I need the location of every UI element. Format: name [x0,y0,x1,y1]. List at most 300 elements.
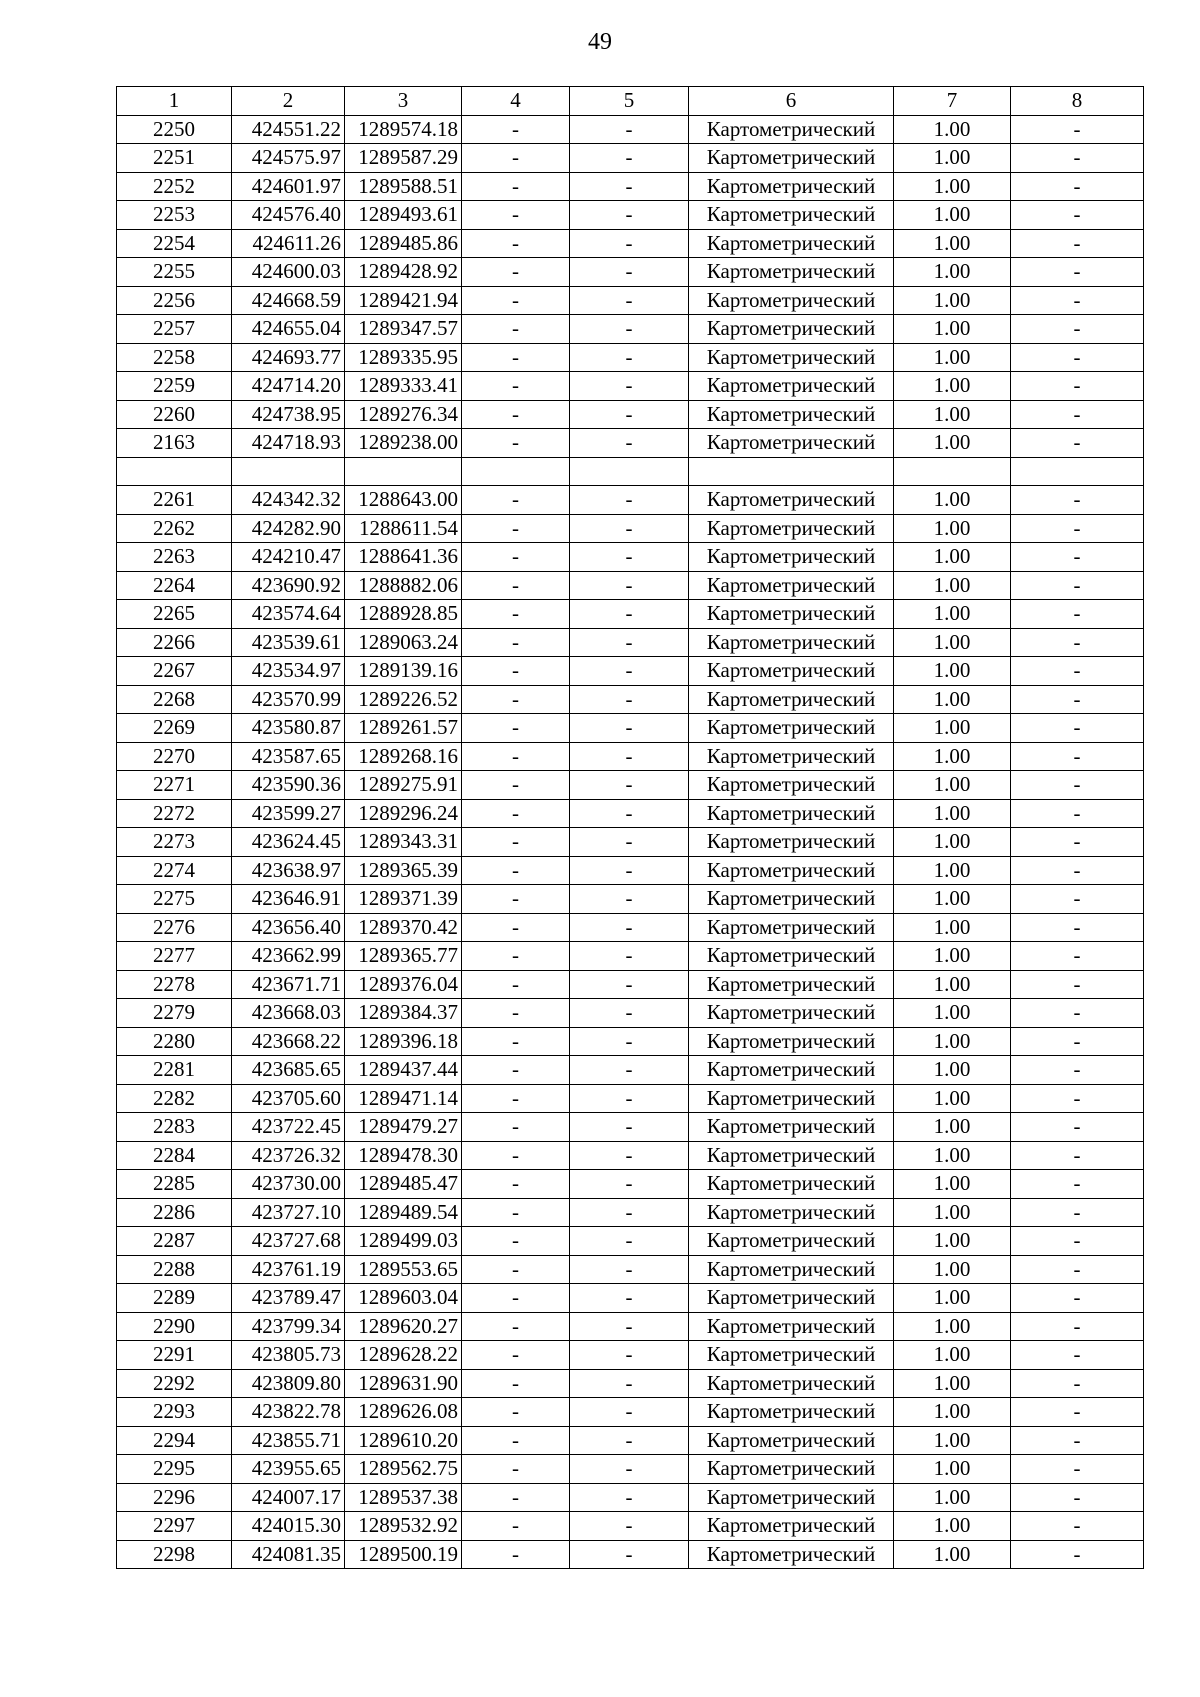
col-4-cell: - [462,1341,570,1370]
coord-y-cell: 1289226.52 [345,685,462,714]
col-8-cell: - [1011,343,1144,372]
accuracy-cell [894,457,1011,486]
col-8-cell: - [1011,1369,1144,1398]
coord-y-cell: 1289261.57 [345,714,462,743]
point-number-cell: 2290 [117,1312,232,1341]
coordinates-table [116,86,1144,1569]
col-5-cell: - [570,1512,689,1541]
coord-x-cell: 423726.32 [232,1141,345,1170]
point-number-cell: 2257 [117,315,232,344]
col-8-cell: - [1011,1027,1144,1056]
table-row [117,714,1144,743]
coord-x-cell: 423570.99 [232,685,345,714]
coord-x-cell: 424342.32 [232,486,345,515]
coord-y-cell: 1289396.18 [345,1027,462,1056]
col-4-cell: - [462,999,570,1028]
col-8-cell: - [1011,144,1144,173]
accuracy-cell: 1.00 [894,514,1011,543]
col-4-cell: - [462,1398,570,1427]
col-8-cell: - [1011,1426,1144,1455]
point-number-cell: 2256 [117,286,232,315]
table-row [117,1141,1144,1170]
col-4-cell: - [462,571,570,600]
table-row [117,685,1144,714]
method-cell: Картометрический [689,1483,894,1512]
accuracy-cell: 1.00 [894,1056,1011,1085]
accuracy-cell: 1.00 [894,970,1011,999]
coord-y-cell: 1289574.18 [345,115,462,144]
col-5-cell: - [570,543,689,572]
coord-y-cell: 1289276.34 [345,400,462,429]
coord-x-cell: 424007.17 [232,1483,345,1512]
col-4-cell: - [462,1455,570,1484]
accuracy-cell: 1.00 [894,571,1011,600]
accuracy-cell: 1.00 [894,1284,1011,1313]
coord-x-cell: 423730.00 [232,1170,345,1199]
coord-y-cell: 1288641.36 [345,543,462,572]
point-number-cell: 2293 [117,1398,232,1427]
accuracy-cell: 1.00 [894,1312,1011,1341]
table-row [117,657,1144,686]
coord-x-cell: 423539.61 [232,628,345,657]
point-number-cell: 2272 [117,799,232,828]
method-cell: Картометрический [689,343,894,372]
col-5-cell: - [570,771,689,800]
table-row [117,913,1144,942]
column-header: 2 [232,87,345,116]
method-cell: Картометрический [689,685,894,714]
coord-x-cell [232,457,345,486]
column-header: 5 [570,87,689,116]
method-cell: Картометрический [689,1170,894,1199]
col-5-cell: - [570,286,689,315]
col-5-cell: - [570,1198,689,1227]
coord-y-cell: 1289493.61 [345,201,462,230]
method-cell: Картометрический [689,942,894,971]
col-4-cell: - [462,258,570,287]
point-number-cell [117,457,232,486]
table-row [117,799,1144,828]
table-row [117,1540,1144,1569]
coord-y-cell: 1289489.54 [345,1198,462,1227]
coord-y-cell: 1289631.90 [345,1369,462,1398]
col-8-cell: - [1011,286,1144,315]
col-8-cell: - [1011,514,1144,543]
col-8-cell: - [1011,1398,1144,1427]
col-4-cell: - [462,372,570,401]
table-row [117,1369,1144,1398]
accuracy-cell: 1.00 [894,1027,1011,1056]
coord-y-cell: 1289485.47 [345,1170,462,1199]
col-5-cell: - [570,1113,689,1142]
column-header: 4 [462,87,570,116]
coord-y-cell: 1289333.41 [345,372,462,401]
coord-y-cell: 1289500.19 [345,1540,462,1569]
accuracy-cell: 1.00 [894,1227,1011,1256]
method-cell: Картометрический [689,628,894,657]
col-4-cell: - [462,1483,570,1512]
coord-y-cell: 1289343.31 [345,828,462,857]
col-8-cell: - [1011,1113,1144,1142]
coord-x-cell: 423668.03 [232,999,345,1028]
col-4-cell [462,457,570,486]
coord-y-cell: 1289587.29 [345,144,462,173]
accuracy-cell: 1.00 [894,1255,1011,1284]
col-8-cell: - [1011,714,1144,743]
coord-y-cell: 1289532.92 [345,1512,462,1541]
method-cell: Картометрический [689,1255,894,1284]
col-8-cell: - [1011,970,1144,999]
method-cell: Картометрический [689,1426,894,1455]
col-8-cell: - [1011,400,1144,429]
col-5-cell: - [570,742,689,771]
coord-x-cell: 423599.27 [232,799,345,828]
col-5-cell: - [570,372,689,401]
col-8-cell: - [1011,628,1144,657]
method-cell: Картометрический [689,1056,894,1085]
point-number-cell: 2269 [117,714,232,743]
coord-x-cell: 423668.22 [232,1027,345,1056]
accuracy-cell: 1.00 [894,1113,1011,1142]
col-8-cell: - [1011,1455,1144,1484]
coord-y-cell: 1289562.75 [345,1455,462,1484]
table-row [117,1483,1144,1512]
accuracy-cell: 1.00 [894,628,1011,657]
col-8-cell: - [1011,885,1144,914]
col-5-cell: - [570,1141,689,1170]
table-row [117,1255,1144,1284]
accuracy-cell: 1.00 [894,1426,1011,1455]
accuracy-cell: 1.00 [894,942,1011,971]
table-row [117,400,1144,429]
col-8-cell: - [1011,856,1144,885]
coord-x-cell: 423809.80 [232,1369,345,1398]
col-8-cell: - [1011,1198,1144,1227]
table-row [117,1398,1144,1427]
point-number-cell: 2259 [117,372,232,401]
point-number-cell: 2263 [117,543,232,572]
col-5-cell: - [570,1170,689,1199]
col-8-cell: - [1011,942,1144,971]
table-row [117,571,1144,600]
col-4-cell: - [462,771,570,800]
coord-y-cell [345,457,462,486]
coord-x-cell: 423822.78 [232,1398,345,1427]
col-5-cell: - [570,514,689,543]
table-row [117,628,1144,657]
point-number-cell: 2297 [117,1512,232,1541]
point-number-cell: 2285 [117,1170,232,1199]
accuracy-cell: 1.00 [894,771,1011,800]
coord-x-cell: 424576.40 [232,201,345,230]
col-5-cell: - [570,1255,689,1284]
point-number-cell: 2163 [117,429,232,458]
col-8-cell: - [1011,372,1144,401]
col-4-cell: - [462,828,570,857]
coord-x-cell: 423580.87 [232,714,345,743]
col-4-cell: - [462,1255,570,1284]
point-number-cell: 2286 [117,1198,232,1227]
col-4-cell: - [462,1113,570,1142]
accuracy-cell: 1.00 [894,885,1011,914]
col-5-cell [570,457,689,486]
method-cell: Картометрический [689,913,894,942]
method-cell: Картометрический [689,970,894,999]
col-8-cell: - [1011,742,1144,771]
table-row [117,1227,1144,1256]
col-8-cell: - [1011,1227,1144,1256]
method-cell [689,457,894,486]
coord-x-cell: 423955.65 [232,1455,345,1484]
col-4-cell: - [462,429,570,458]
col-4-cell: - [462,1141,570,1170]
col-5-cell: - [570,1540,689,1569]
col-5-cell: - [570,258,689,287]
point-number-cell: 2289 [117,1284,232,1313]
coord-x-cell: 423722.45 [232,1113,345,1142]
method-cell: Картометрический [689,1284,894,1313]
point-number-cell: 2292 [117,1369,232,1398]
col-4-cell: - [462,1312,570,1341]
method-cell: Картометрический [689,1113,894,1142]
coord-x-cell: 424015.30 [232,1512,345,1541]
col-4-cell: - [462,600,570,629]
table-row [117,315,1144,344]
point-number-cell: 2273 [117,828,232,857]
col-4-cell: - [462,1084,570,1113]
col-4-cell: - [462,1027,570,1056]
point-number-cell: 2296 [117,1483,232,1512]
coord-x-cell: 423671.71 [232,970,345,999]
accuracy-cell: 1.00 [894,258,1011,287]
table-row [117,201,1144,230]
method-cell: Картометрический [689,1027,894,1056]
column-header: 7 [894,87,1011,116]
accuracy-cell: 1.00 [894,600,1011,629]
table-row [117,970,1144,999]
accuracy-cell: 1.00 [894,742,1011,771]
table-row [117,1341,1144,1370]
table-row [117,1284,1144,1313]
col-5-cell: - [570,201,689,230]
method-cell: Картометрический [689,657,894,686]
method-cell: Картометрический [689,486,894,515]
col-5-cell: - [570,942,689,971]
col-5-cell: - [570,1227,689,1256]
method-cell: Картометрический [689,771,894,800]
coord-y-cell: 1289628.22 [345,1341,462,1370]
method-cell: Картометрический [689,1312,894,1341]
accuracy-cell: 1.00 [894,229,1011,258]
col-8-cell: - [1011,258,1144,287]
point-number-cell: 2252 [117,172,232,201]
coord-x-cell: 424714.20 [232,372,345,401]
accuracy-cell: 1.00 [894,856,1011,885]
coord-y-cell: 1289139.16 [345,657,462,686]
coord-x-cell: 423534.97 [232,657,345,686]
table-row [117,429,1144,458]
method-cell: Картометрический [689,742,894,771]
accuracy-cell: 1.00 [894,1483,1011,1512]
coord-y-cell: 1289371.39 [345,885,462,914]
coord-x-cell: 424600.03 [232,258,345,287]
coord-y-cell: 1289268.16 [345,742,462,771]
coord-y-cell: 1289347.57 [345,315,462,344]
col-5-cell: - [570,429,689,458]
col-8-cell: - [1011,201,1144,230]
col-4-cell: - [462,1512,570,1541]
method-cell: Картометрический [689,229,894,258]
column-header: 3 [345,87,462,116]
point-number-cell: 2282 [117,1084,232,1113]
table-row [117,856,1144,885]
col-8-cell: - [1011,1540,1144,1569]
col-8-cell: - [1011,771,1144,800]
point-number-cell: 2268 [117,685,232,714]
accuracy-cell: 1.00 [894,799,1011,828]
point-number-cell: 2251 [117,144,232,173]
table-header-row [117,87,1144,116]
method-cell: Картометрический [689,1369,894,1398]
col-5-cell: - [570,1312,689,1341]
coord-x-cell: 424693.77 [232,343,345,372]
method-cell: Картометрический [689,571,894,600]
method-cell: Картометрический [689,885,894,914]
col-4-cell: - [462,1426,570,1455]
col-8-cell: - [1011,600,1144,629]
method-cell: Картометрический [689,1341,894,1370]
column-header: 8 [1011,87,1144,116]
col-4-cell: - [462,628,570,657]
point-number-cell: 2254 [117,229,232,258]
point-number-cell: 2264 [117,571,232,600]
method-cell: Картометрический [689,144,894,173]
coord-y-cell: 1289626.08 [345,1398,462,1427]
coord-y-cell: 1289485.86 [345,229,462,258]
coord-y-cell: 1288611.54 [345,514,462,543]
accuracy-cell: 1.00 [894,400,1011,429]
col-5-cell: - [570,1341,689,1370]
col-5-cell: - [570,571,689,600]
table-row [117,486,1144,515]
col-8-cell: - [1011,229,1144,258]
coord-x-cell: 424738.95 [232,400,345,429]
col-8-cell: - [1011,999,1144,1028]
point-number-cell: 2295 [117,1455,232,1484]
point-number-cell: 2262 [117,514,232,543]
col-8-cell: - [1011,1255,1144,1284]
table-row [117,600,1144,629]
col-5-cell: - [570,1369,689,1398]
col-5-cell: - [570,1426,689,1455]
col-4-cell: - [462,1198,570,1227]
table-row [117,1170,1144,1199]
coord-x-cell: 423705.60 [232,1084,345,1113]
method-cell: Картометрический [689,856,894,885]
coord-y-cell: 1289499.03 [345,1227,462,1256]
col-5-cell: - [570,885,689,914]
col-4-cell: - [462,856,570,885]
table-row [117,885,1144,914]
coord-y-cell: 1289478.30 [345,1141,462,1170]
table-row [117,828,1144,857]
method-cell: Картометрический [689,1198,894,1227]
point-number-cell: 2283 [117,1113,232,1142]
method-cell: Картометрический [689,429,894,458]
col-5-cell: - [570,1027,689,1056]
col-4-cell: - [462,286,570,315]
col-4-cell: - [462,970,570,999]
col-5-cell: - [570,400,689,429]
coord-x-cell: 423727.10 [232,1198,345,1227]
point-number-cell: 2281 [117,1056,232,1085]
accuracy-cell: 1.00 [894,372,1011,401]
coord-x-cell: 423799.34 [232,1312,345,1341]
col-4-cell: - [462,229,570,258]
table-row [117,1198,1144,1227]
accuracy-cell: 1.00 [894,1141,1011,1170]
coord-y-cell: 1289537.38 [345,1483,462,1512]
col-8-cell [1011,457,1144,486]
col-8-cell: - [1011,571,1144,600]
point-number-cell: 2265 [117,600,232,629]
coord-y-cell: 1288882.06 [345,571,462,600]
coord-x-cell: 423638.97 [232,856,345,885]
col-8-cell: - [1011,913,1144,942]
coord-y-cell: 1289479.27 [345,1113,462,1142]
coord-y-cell: 1289620.27 [345,1312,462,1341]
col-4-cell: - [462,913,570,942]
accuracy-cell: 1.00 [894,343,1011,372]
accuracy-cell: 1.00 [894,1540,1011,1569]
point-number-cell: 2267 [117,657,232,686]
coord-x-cell: 423761.19 [232,1255,345,1284]
method-cell: Картометрический [689,372,894,401]
table-row [117,1027,1144,1056]
coord-y-cell: 1288928.85 [345,600,462,629]
col-5-cell: - [570,856,689,885]
col-8-cell: - [1011,1483,1144,1512]
coord-x-cell: 424611.26 [232,229,345,258]
method-cell: Картометрический [689,1540,894,1569]
coord-x-cell: 423656.40 [232,913,345,942]
col-5-cell: - [570,1398,689,1427]
coord-y-cell: 1289428.92 [345,258,462,287]
col-4-cell: - [462,201,570,230]
point-number-cell: 2276 [117,913,232,942]
col-5-cell: - [570,970,689,999]
col-4-cell: - [462,942,570,971]
method-cell: Картометрический [689,286,894,315]
col-5-cell: - [570,1284,689,1313]
col-5-cell: - [570,1056,689,1085]
accuracy-cell: 1.00 [894,1455,1011,1484]
col-5-cell: - [570,144,689,173]
method-cell: Картометрический [689,1512,894,1541]
coord-y-cell: 1289296.24 [345,799,462,828]
coord-x-cell: 424210.47 [232,543,345,572]
coord-y-cell: 1289376.04 [345,970,462,999]
method-cell: Картометрический [689,714,894,743]
table-row [117,457,1144,486]
point-number-cell: 2271 [117,771,232,800]
coord-x-cell: 423789.47 [232,1284,345,1313]
col-4-cell: - [462,885,570,914]
method-cell: Картометрический [689,999,894,1028]
coord-y-cell: 1289365.77 [345,942,462,971]
col-5-cell: - [570,714,689,743]
col-8-cell: - [1011,657,1144,686]
